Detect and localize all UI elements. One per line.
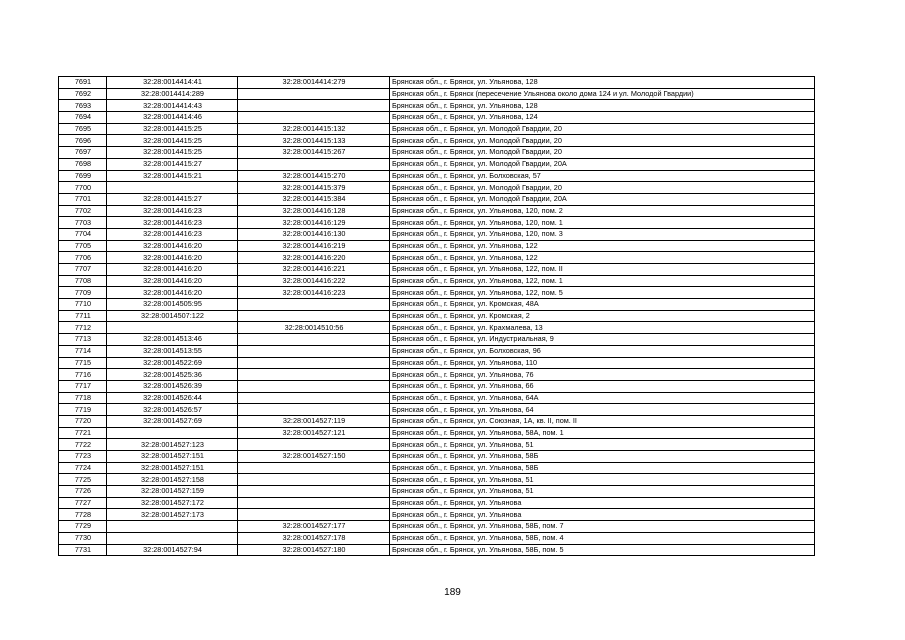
building-number-cell xyxy=(238,158,390,170)
address-cell: Брянская обл., г. Брянск, ул. Ульянова, 51 xyxy=(390,486,815,498)
row-number-cell: 7731 xyxy=(59,544,107,556)
address-cell: Брянская обл., г. Брянск, ул. Молодой Гвардии, 20 xyxy=(390,123,815,135)
table-row xyxy=(59,228,815,240)
table-row xyxy=(59,100,815,112)
table-row xyxy=(59,252,815,264)
table-row xyxy=(59,135,815,147)
address-cell: Брянская обл., г. Брянск, ул. Ульянова xyxy=(390,497,815,509)
table-row xyxy=(59,474,815,486)
row-number-cell: 7699 xyxy=(59,170,107,182)
table-row xyxy=(59,497,815,509)
table-row xyxy=(59,205,815,217)
parcel-number-cell xyxy=(107,427,238,439)
address-cell: Брянская обл., г. Брянск, ул. Крахмалева, 13 xyxy=(390,322,815,334)
parcel-number-cell: 32:28:0014414:43 xyxy=(107,100,238,112)
row-number-cell: 7730 xyxy=(59,532,107,544)
row-number-cell: 7700 xyxy=(59,182,107,194)
building-number-cell xyxy=(238,310,390,322)
address-cell: Брянская обл., г. Брянск, ул. Болховская, 57 xyxy=(390,170,815,182)
building-number-cell: 32:28:0014416:219 xyxy=(238,240,390,252)
table-row xyxy=(59,544,815,556)
row-number-cell: 7709 xyxy=(59,287,107,299)
row-number-cell: 7720 xyxy=(59,415,107,427)
parcel-number-cell xyxy=(107,182,238,194)
parcel-number-cell: 32:28:0014415:25 xyxy=(107,135,238,147)
parcel-number-cell: 32:28:0014527:151 xyxy=(107,462,238,474)
address-cell: Брянская обл., г. Брянск, ул. Ульянова, 120, пом. 3 xyxy=(390,228,815,240)
row-number-cell: 7703 xyxy=(59,217,107,229)
row-number-cell: 7712 xyxy=(59,322,107,334)
row-number-cell: 7728 xyxy=(59,509,107,521)
building-number-cell: 32:28:0014416:220 xyxy=(238,252,390,264)
row-number-cell: 7707 xyxy=(59,264,107,276)
row-number-cell: 7713 xyxy=(59,334,107,346)
address-cell: Брянская обл., г. Брянск, ул. Ульянова, 58Б, пом. 4 xyxy=(390,532,815,544)
building-number-cell xyxy=(238,112,390,124)
row-number-cell: 7722 xyxy=(59,439,107,451)
parcel-number-cell: 32:28:0014416:20 xyxy=(107,252,238,264)
cadastral-table xyxy=(58,76,815,556)
parcel-number-cell: 32:28:0014527:151 xyxy=(107,451,238,463)
parcel-number-cell: 32:28:0014522:69 xyxy=(107,357,238,369)
parcel-number-cell xyxy=(107,322,238,334)
building-number-cell: 32:28:0014415:270 xyxy=(238,170,390,182)
parcel-number-cell: 32:28:0014526:44 xyxy=(107,392,238,404)
building-number-cell: 32:28:0014416:130 xyxy=(238,228,390,240)
address-cell: Брянская обл., г. Брянск (пересечение Ульянова около дома 124 и ул. Молодой Гвардии) xyxy=(390,88,815,100)
building-number-cell: 32:28:0014414:279 xyxy=(238,77,390,89)
row-number-cell: 7714 xyxy=(59,345,107,357)
address-cell: Брянская обл., г. Брянск, ул. Ульянова, 122, пом. 1 xyxy=(390,275,815,287)
building-number-cell xyxy=(238,509,390,521)
building-number-cell xyxy=(238,369,390,381)
table-row xyxy=(59,462,815,474)
address-cell: Брянская обл., г. Брянск, ул. Молодой Гвардии, 20 xyxy=(390,182,815,194)
building-number-cell: 32:28:0014416:128 xyxy=(238,205,390,217)
row-number-cell: 7705 xyxy=(59,240,107,252)
row-number-cell: 7724 xyxy=(59,462,107,474)
table-row xyxy=(59,451,815,463)
parcel-number-cell: 32:28:0014527:69 xyxy=(107,415,238,427)
row-number-cell: 7718 xyxy=(59,392,107,404)
row-number-cell: 7708 xyxy=(59,275,107,287)
parcel-number-cell: 32:28:0014527:173 xyxy=(107,509,238,521)
table-row xyxy=(59,147,815,159)
table-row xyxy=(59,322,815,334)
parcel-number-cell: 32:28:0014414:46 xyxy=(107,112,238,124)
table-row xyxy=(59,310,815,322)
building-number-cell: 32:28:0014415:267 xyxy=(238,147,390,159)
parcel-number-cell: 32:28:0014415:27 xyxy=(107,193,238,205)
row-number-cell: 7710 xyxy=(59,299,107,311)
address-cell: Брянская обл., г. Брянск, ул. Молодой Гвардии, 20А xyxy=(390,193,815,205)
address-cell: Брянская обл., г. Брянск, ул. Ульянова, 58Б xyxy=(390,451,815,463)
address-cell: Брянская обл., г. Брянск, ул. Кромская, 2 xyxy=(390,310,815,322)
parcel-number-cell: 32:28:0014415:25 xyxy=(107,123,238,135)
table-row xyxy=(59,158,815,170)
page-number: 189 xyxy=(444,587,461,598)
row-number-cell: 7727 xyxy=(59,497,107,509)
parcel-number-cell xyxy=(107,532,238,544)
table-row xyxy=(59,380,815,392)
table-row xyxy=(59,392,815,404)
building-number-cell xyxy=(238,486,390,498)
row-number-cell: 7715 xyxy=(59,357,107,369)
parcel-number-cell: 32:28:0014414:41 xyxy=(107,77,238,89)
row-number-cell: 7691 xyxy=(59,77,107,89)
address-cell: Брянская обл., г. Брянск, ул. Ульянова, 128 xyxy=(390,77,815,89)
building-number-cell: 32:28:0014415:132 xyxy=(238,123,390,135)
address-cell: Брянская обл., г. Брянск, ул. Ульянова, 58А, пом. 1 xyxy=(390,427,815,439)
building-number-cell: 32:28:0014416:129 xyxy=(238,217,390,229)
table-row xyxy=(59,182,815,194)
building-number-cell: 32:28:0014527:121 xyxy=(238,427,390,439)
building-number-cell: 32:28:0014527:180 xyxy=(238,544,390,556)
row-number-cell: 7706 xyxy=(59,252,107,264)
building-number-cell xyxy=(238,392,390,404)
address-cell: Брянская обл., г. Брянск, ул. Ульянова, 64 xyxy=(390,404,815,416)
building-number-cell: 32:28:0014416:222 xyxy=(238,275,390,287)
address-cell: Брянская обл., г. Брянск, ул. Ульянова, 122, пом. II xyxy=(390,264,815,276)
address-cell: Брянская обл., г. Брянск, ул. Ульянова, 64А xyxy=(390,392,815,404)
row-number-cell: 7729 xyxy=(59,521,107,533)
address-cell: Брянская обл., г. Брянск, ул. Ульянова, 120, пом. 1 xyxy=(390,217,815,229)
address-cell: Брянская обл., г. Брянск, ул. Ульянова, 76 xyxy=(390,369,815,381)
address-cell: Брянская обл., г. Брянск, ул. Ульянова, 122 xyxy=(390,252,815,264)
row-number-cell: 7698 xyxy=(59,158,107,170)
building-number-cell: 32:28:0014527:119 xyxy=(238,415,390,427)
parcel-number-cell: 32:28:0014527:123 xyxy=(107,439,238,451)
parcel-number-cell: 32:28:0014415:21 xyxy=(107,170,238,182)
table-row xyxy=(59,193,815,205)
parcel-number-cell: 32:28:0014505:95 xyxy=(107,299,238,311)
address-cell: Брянская обл., г. Брянск, ул. Индустриальная, 9 xyxy=(390,334,815,346)
table-row xyxy=(59,357,815,369)
table-row xyxy=(59,415,815,427)
row-number-cell: 7696 xyxy=(59,135,107,147)
row-number-cell: 7726 xyxy=(59,486,107,498)
address-cell: Брянская обл., г. Брянск, ул. Молодой Гвардии, 20 xyxy=(390,135,815,147)
table-row xyxy=(59,521,815,533)
parcel-number-cell: 32:28:0014527:159 xyxy=(107,486,238,498)
address-cell: Брянская обл., г. Брянск, ул. Болховская, 96 xyxy=(390,345,815,357)
parcel-number-cell: 32:28:0014416:20 xyxy=(107,275,238,287)
parcel-number-cell: 32:28:0014525:36 xyxy=(107,369,238,381)
row-number-cell: 7716 xyxy=(59,369,107,381)
table-row xyxy=(59,217,815,229)
parcel-number-cell: 32:28:0014416:23 xyxy=(107,228,238,240)
table-row xyxy=(59,240,815,252)
building-number-cell xyxy=(238,334,390,346)
table-body xyxy=(59,77,815,556)
table-row xyxy=(59,369,815,381)
building-number-cell xyxy=(238,100,390,112)
building-number-cell: 32:28:0014510:56 xyxy=(238,322,390,334)
parcel-number-cell: 32:28:0014415:27 xyxy=(107,158,238,170)
parcel-number-cell: 32:28:0014527:158 xyxy=(107,474,238,486)
table-row xyxy=(59,486,815,498)
row-number-cell: 7702 xyxy=(59,205,107,217)
building-number-cell xyxy=(238,439,390,451)
building-number-cell xyxy=(238,462,390,474)
parcel-number-cell: 32:28:0014526:57 xyxy=(107,404,238,416)
parcel-number-cell: 32:28:0014416:23 xyxy=(107,217,238,229)
table-row xyxy=(59,77,815,89)
parcel-number-cell: 32:28:0014527:172 xyxy=(107,497,238,509)
building-number-cell xyxy=(238,474,390,486)
building-number-cell xyxy=(238,380,390,392)
address-cell: Брянская обл., г. Брянск, ул. Ульянова, 58Б, пом. 7 xyxy=(390,521,815,533)
row-number-cell: 7701 xyxy=(59,193,107,205)
address-cell: Брянская обл., г. Брянск, ул. Ульянова, 128 xyxy=(390,100,815,112)
table-row xyxy=(59,299,815,311)
table-row xyxy=(59,345,815,357)
building-number-cell: 32:28:0014527:178 xyxy=(238,532,390,544)
parcel-number-cell: 32:28:0014513:46 xyxy=(107,334,238,346)
address-cell: Брянская обл., г. Брянск, ул. Молодой Гвардии, 20 xyxy=(390,147,815,159)
address-cell: Брянская обл., г. Брянск, ул. Союзная, 1А, кв. II, пом. II xyxy=(390,415,815,427)
parcel-number-cell: 32:28:0014416:23 xyxy=(107,205,238,217)
table-row xyxy=(59,532,815,544)
row-number-cell: 7692 xyxy=(59,88,107,100)
row-number-cell: 7721 xyxy=(59,427,107,439)
parcel-number-cell: 32:28:0014415:25 xyxy=(107,147,238,159)
row-number-cell: 7693 xyxy=(59,100,107,112)
table-row xyxy=(59,112,815,124)
address-cell: Брянская обл., г. Брянск, ул. Ульянова, 122 xyxy=(390,240,815,252)
table-row xyxy=(59,264,815,276)
table-row xyxy=(59,275,815,287)
address-cell: Брянская обл., г. Брянск, ул. Ульянова, 66 xyxy=(390,380,815,392)
address-cell: Брянская обл., г. Брянск, ул. Ульянова, 51 xyxy=(390,474,815,486)
table-row xyxy=(59,439,815,451)
parcel-number-cell xyxy=(107,521,238,533)
building-number-cell xyxy=(238,357,390,369)
row-number-cell: 7723 xyxy=(59,451,107,463)
table-row xyxy=(59,88,815,100)
building-number-cell: 32:28:0014415:379 xyxy=(238,182,390,194)
row-number-cell: 7725 xyxy=(59,474,107,486)
parcel-number-cell: 32:28:0014414:289 xyxy=(107,88,238,100)
parcel-number-cell: 32:28:0014507:122 xyxy=(107,310,238,322)
row-number-cell: 7719 xyxy=(59,404,107,416)
building-number-cell xyxy=(238,497,390,509)
row-number-cell: 7704 xyxy=(59,228,107,240)
building-number-cell xyxy=(238,88,390,100)
address-cell: Брянская обл., г. Брянск, ул. Ульянова, 120, пом. 2 xyxy=(390,205,815,217)
parcel-number-cell: 32:28:0014416:20 xyxy=(107,287,238,299)
row-number-cell: 7694 xyxy=(59,112,107,124)
parcel-number-cell: 32:28:0014416:20 xyxy=(107,240,238,252)
table-row xyxy=(59,404,815,416)
address-cell: Брянская обл., г. Брянск, ул. Ульянова, 122, пом. 5 xyxy=(390,287,815,299)
table-row xyxy=(59,123,815,135)
building-number-cell: 32:28:0014527:177 xyxy=(238,521,390,533)
building-number-cell: 32:28:0014415:384 xyxy=(238,193,390,205)
address-cell: Брянская обл., г. Брянск, ул. Ульянова, 58Б, пом. 5 xyxy=(390,544,815,556)
building-number-cell: 32:28:0014416:221 xyxy=(238,264,390,276)
address-cell: Брянская обл., г. Брянск, ул. Кромская, 48А xyxy=(390,299,815,311)
row-number-cell: 7717 xyxy=(59,380,107,392)
building-number-cell: 32:28:0014415:133 xyxy=(238,135,390,147)
building-number-cell xyxy=(238,404,390,416)
parcel-number-cell: 32:28:0014416:20 xyxy=(107,264,238,276)
parcel-number-cell: 32:28:0014527:94 xyxy=(107,544,238,556)
building-number-cell: 32:28:0014527:150 xyxy=(238,451,390,463)
building-number-cell: 32:28:0014416:223 xyxy=(238,287,390,299)
table-row xyxy=(59,287,815,299)
parcel-number-cell: 32:28:0014513:55 xyxy=(107,345,238,357)
address-cell: Брянская обл., г. Брянск, ул. Ульянова xyxy=(390,509,815,521)
address-cell: Брянская обл., г. Брянск, ул. Молодой Гвардии, 20А xyxy=(390,158,815,170)
row-number-cell: 7711 xyxy=(59,310,107,322)
address-cell: Брянская обл., г. Брянск, ул. Ульянова, 51 xyxy=(390,439,815,451)
address-cell: Брянская обл., г. Брянск, ул. Ульянова, 110 xyxy=(390,357,815,369)
table-row xyxy=(59,334,815,346)
table-row xyxy=(59,427,815,439)
building-number-cell xyxy=(238,299,390,311)
table-row xyxy=(59,170,815,182)
address-cell: Брянская обл., г. Брянск, ул. Ульянова, 124 xyxy=(390,112,815,124)
row-number-cell: 7695 xyxy=(59,123,107,135)
row-number-cell: 7697 xyxy=(59,147,107,159)
parcel-number-cell: 32:28:0014526:39 xyxy=(107,380,238,392)
table-row xyxy=(59,509,815,521)
address-cell: Брянская обл., г. Брянск, ул. Ульянова, 58Б xyxy=(390,462,815,474)
building-number-cell xyxy=(238,345,390,357)
